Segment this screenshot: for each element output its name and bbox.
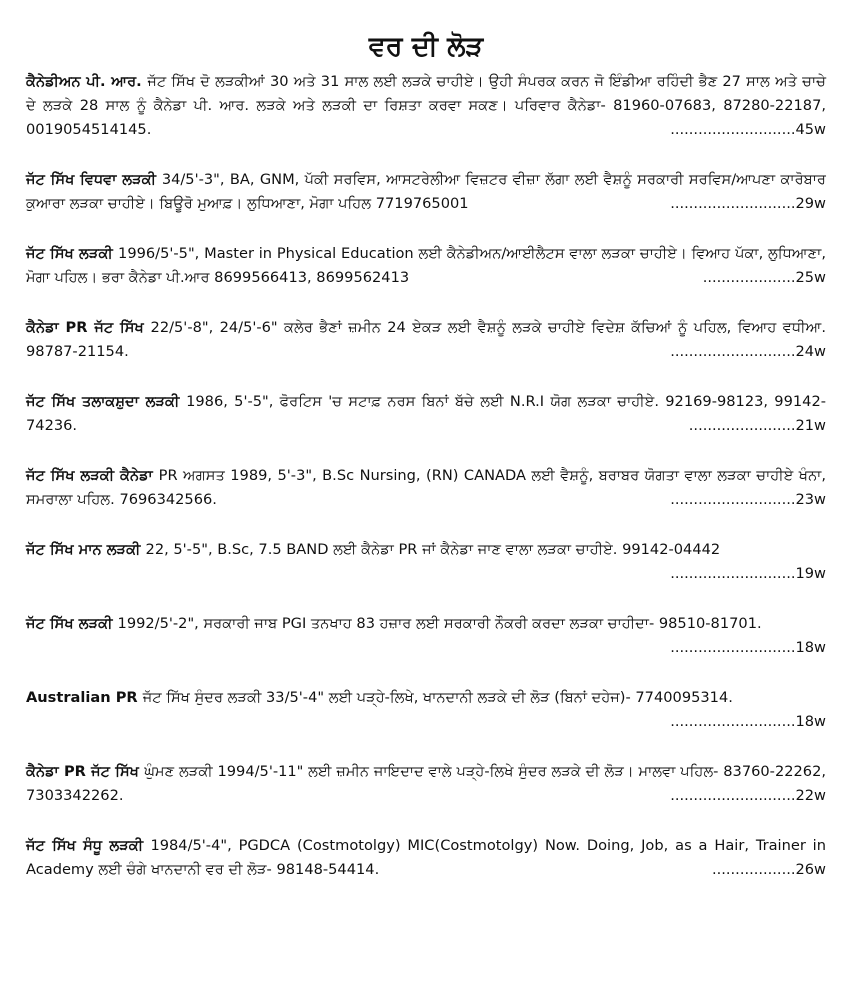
ad-code: ...........................18w [670, 713, 826, 730]
ad-lead: ਕੈਨੇਡਾ PR ਜੱਟ ਸਿੱਖ [26, 319, 151, 336]
ad-lead: ਜੱਟ ਸਿੱਖ ਤਲਾਕਸ਼ੁਦਾ ਲੜਕੀ [26, 393, 187, 410]
classified-ad [26, 390, 826, 438]
ad-lead: ਕੈਨੇਡਾ PR ਜੱਟ ਸਿੱਖ [26, 763, 145, 780]
ad-body: 22/5'-8", 24/5'-6" ਕਲੇਰ ਭੈਣਾਂ ਜ਼ਮੀਨ 24 ਏਕੜ ਲਈ ਵੈਸ਼ਨੂੰ ਲੜਕੇ ਚਾਹੀਏ ਵਿਦੇਸ਼ ਕੱਚਿਆਂ ਨੂੰ ਪਹਿਲ, ਵਿਆਹ ਵਧੀਆ. 98787-21154. [26, 319, 827, 360]
ad-body: 1986, 5'-5", ਫੋਰਟਿਸ 'ਚ ਸਟਾਫ਼ ਨਰਸ ਬਿਨਾਂ ਬੱਚੇ ਲਈ N.R.I ਯੋਗ ਲੜਕਾ ਚਾਹੀਏ. 92169-98123, 99142-74236. [26, 393, 827, 434]
ad-body: ਜੱਟ ਸਿੱਖ ਸੁੰਦਰ ਲੜਕੀ 33/5'-4" ਲਈ ਪੜ੍ਹੇ-ਲਿਖੇ, ਖਾਨਦਾਨੀ ਲੜਕੇ ਦੀ ਲੋੜ (ਬਿਨਾਂ ਦਹੇਜ)- 7740095314. [142, 689, 733, 706]
ad-code: ..................26w [711, 861, 826, 878]
classified-ad [26, 316, 826, 364]
classified-ad [26, 464, 826, 512]
ad-code: ...........................45w [670, 121, 826, 138]
classified-ad [26, 834, 826, 882]
ad-body: ਜੱਟ ਸਿੱਖ ਦੋ ਲੜਕੀਆਂ 30 ਅਤੇ 31 ਸਾਲ ਲਈ ਲੜਕੇ ਚਾਹੀਏ। ਉਹੀ ਸੰਪਰਕ ਕਰਨ ਜੋ ਇੰਡੀਆ ਰਹਿੰਦੀ ਭੈਣ 27 ਸਾਲ ਅਤੇ ਚਾਚੇ ਦੇ ਲੜਕੇ 28 ਸਾਲ ਨੂੰ ਕੈਨੇਡਾ ਪੀ. ਆਰ. ਲੜਕੇ ਅਤੇ ਲੜਕੀ ਦਾ ਰਿਸ਼ਤਾ ਕਰਵਾ ਸਕਣ। ਪਰਿਵਾਰ ਕੈਨੇਡਾ- 81960-07683, 87280-22187, 0019054514145. [26, 73, 827, 138]
ad-lead: ਜੱਟ ਸਿੱਖ ਲੜਕੀ [26, 615, 118, 632]
ad-code: ...........................19w [670, 565, 826, 582]
ad-lead: ਕੈਨੇਡੀਅਨ ਪੀ. ਆਰ. [26, 73, 148, 90]
ad-lead: ਜੱਟ ਸਿੱਖ ਮਾਨ ਲੜਕੀ [26, 541, 146, 558]
classified-ad [26, 760, 826, 808]
ad-lead: ਜੱਟ ਸਿੱਖ ਵਿਧਵਾ ਲੜਕੀ [26, 171, 162, 188]
ad-lead: ਜੱਟ ਸਿੱਖ ਸੰਧੂ ਲੜਕੀ [26, 837, 151, 854]
classified-ad [26, 686, 826, 734]
ad-code: ...........................18w [670, 639, 826, 656]
ad-lead: ਜੱਟ ਸਿੱਖ ਲੜਕੀ [26, 245, 119, 262]
ad-code: .......................21w [688, 417, 826, 434]
ad-body: 1992/5'-2", ਸਰਕਾਰੀ ਜਾਬ PGI ਤਨਖਾਹ 83 ਹਜ਼ਾਰ ਲਈ ਸਰਕਾਰੀ ਨੌਕਰੀ ਕਰਦਾ ਲੜਕਾ ਚਾਹੀਦਾ- 98510-81701. [117, 615, 762, 632]
ad-code: ....................25w [702, 269, 826, 286]
ad-code: ...........................24w [670, 343, 826, 360]
ad-body: 22, 5'-5", B.Sc, 7.5 BAND ਲਈ ਕੈਨੇਡਾ PR ਜਾਂ ਕੈਨੇਡਾ ਜਾਣ ਵਾਲਾ ਲੜਕਾ ਚਾਹੀਏ. 99142-04442 [145, 541, 721, 558]
ad-lead: ਜੱਟ ਸਿੱਖ ਲੜਕੀ ਕੈਨੇਡਾ [26, 467, 159, 484]
ad-code: ...........................23w [670, 491, 826, 508]
ad-lead: Australian PR [26, 689, 143, 706]
classified-ad [26, 612, 826, 660]
ad-body: 1996/5'-5", Master in Physical Education ਲਈ ਕੈਨੇਡੀਅਨ/ਆਈਲੈਟਸ ਵਾਲਾ ਲੜਕਾ ਚਾਹੀਏ। ਵਿਆਹ ਪੱਕਾ, ਲੁਧਿਆਣਾ, ਮੋਗਾ ਪਹਿਲ। ਭਰਾ ਕੈਨੇਡਾ ਪੀ.ਆਰ 8699566413, 8699562413 [26, 245, 826, 286]
classified-ad [26, 538, 826, 586]
classified-ad [26, 168, 826, 216]
ad-body: PR ਅਗਸਤ 1989, 5'-3", B.Sc Nursing, (RN) CANADA ਲਈ ਵੈਸ਼ਨੂੰ, ਬਰਾਬਰ ਯੋਗਤਾ ਵਾਲਾ ਲੜਕਾ ਚਾਹੀਏ ਖੰਨਾ, ਸਮਰਾਲਾ ਪਹਿਲ. 7696342566. [26, 467, 826, 508]
ad-body: 1984/5'-4", PGDCA (Costmotolgy) MIC(Costmotolgy) Now. Doing, Job, as a Hair, Trainer in Academy ਲਈ ਚੰਗੇ ਖਾਨਦਾਨੀ ਵਰ ਦੀ ਲੋੜ- 98148-54414. [26, 837, 826, 878]
ad-body: ਘੁੰਮਣ ਲੜਕੀ 1994/5'-11" ਲਈ ਜ਼ਮੀਨ ਜਾਇਦਾਦ ਵਾਲੇ ਪੜ੍ਹੇ-ਲਿਖੇ ਸੁੰਦਰ ਲੜਕੇ ਦੀ ਲੋੜ। ਮਾਲਵਾ ਪਹਿਲ- 83760-22262, 7303342262. [26, 763, 827, 804]
ad-code: ...........................22w [670, 787, 826, 804]
ad-body: 34/5'-3", BA, GNM, ਪੱਕੀ ਸਰਵਿਸ, ਆਸਟਰੇਲੀਆ ਵਿਜ਼ਟਰ ਵੀਜ਼ਾ ਲੱਗਾ ਲਈ ਵੈਸ਼ਨੂੰ ਸਰਕਾਰੀ ਸਰਵਿਸ/ਆਪਣਾ ਕਾਰੋਬਾਰ ਕੁਆਰਾ ਲੜਕਾ ਚਾਹੀਏ। ਬਿਊਰੋ ਮੁਆਫ਼। ਲੁਧਿਆਣਾ, ਮੋਗਾ ਪਹਿਲ 7719765001 [26, 171, 826, 212]
classified-ad [26, 70, 826, 142]
ad-code: ...........................29w [670, 195, 826, 212]
ads-list [26, 70, 826, 882]
classified-ad [26, 242, 826, 290]
page-title: ਵਰ ਦੀ ਲੋੜ [368, 31, 484, 62]
